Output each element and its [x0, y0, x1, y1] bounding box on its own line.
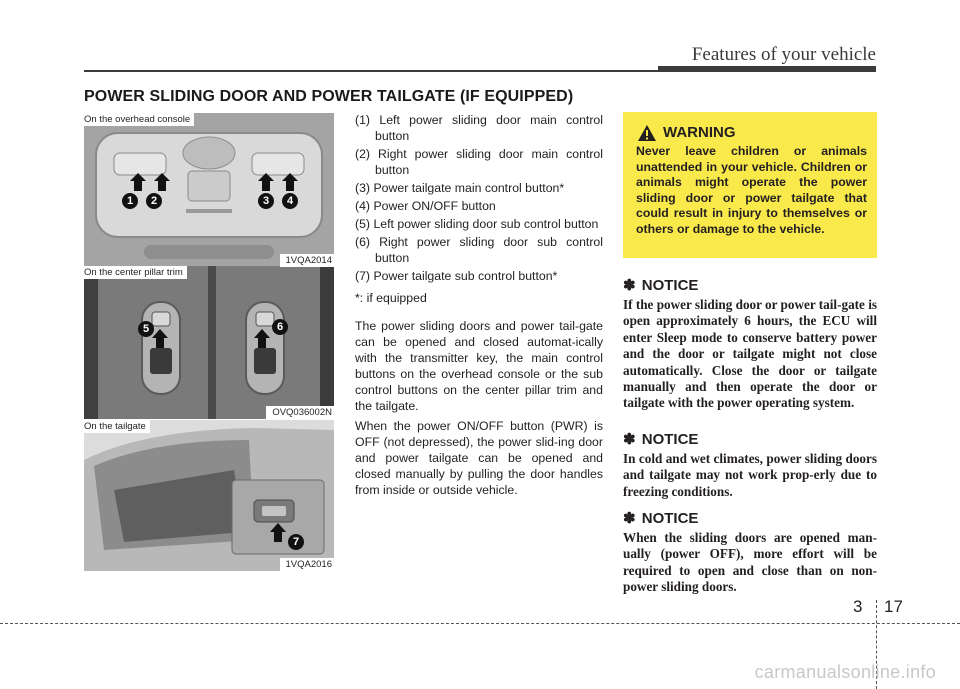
- list-item: (4) Power ON/OFF button: [355, 199, 496, 213]
- list-item: (7) Power tailgate sub control button*: [355, 269, 558, 283]
- callout-badge-1: 1: [122, 193, 138, 209]
- callout-badge-4: 4: [282, 193, 298, 209]
- footer-divider: [0, 623, 960, 624]
- warning-triangle-icon: [637, 124, 657, 142]
- watermark: carmanualsonline.info: [754, 662, 936, 682]
- callout-badge-3: 3: [258, 193, 274, 209]
- notice-title-text: NOTICE: [641, 431, 699, 448]
- notice-star-icon: ✽: [623, 277, 636, 294]
- footnote: *: if equipped: [355, 291, 427, 305]
- notice-title-text: NOTICE: [641, 277, 699, 294]
- figure-code: 1VQA2014: [280, 254, 334, 267]
- notice-star-icon: ✽: [623, 510, 636, 527]
- center-pillar-figure: [84, 266, 334, 419]
- figure-label: On the tailgate: [84, 420, 150, 433]
- figure-label: On the overhead console: [84, 113, 194, 126]
- notice-title: [623, 430, 877, 448]
- notice-title: [623, 276, 877, 294]
- warning-text: Never leave children or animals unattended in your vehicle. Children or animals might operate the power sliding door or power tailgate that could result in injury to themselves or others or damage to the vehicle.: [636, 144, 867, 236]
- figure-label: On the center pillar trim: [84, 266, 187, 279]
- warning-title: WARNING: [663, 124, 736, 141]
- list-item: (6) Right power sliding door sub control button: [355, 235, 603, 265]
- paragraph: The power sliding doors and power tail-gate can be opened and closed automat-ically with the transmitter key, the main control buttons on the overhead console or the sub control buttons on the center pillar trim and the tailgate.: [355, 319, 603, 413]
- list-item: (5) Left power sliding door sub control button: [355, 217, 599, 231]
- warning-box: [623, 112, 877, 258]
- overhead-console-illustration: [84, 113, 334, 267]
- description-column: [355, 112, 603, 498]
- figure-code: 1VQA2016: [280, 558, 334, 571]
- notice-title-text: NOTICE: [641, 510, 699, 527]
- overhead-console-figure: [84, 113, 334, 267]
- list-item: (2) Right power sliding door main control button: [355, 147, 603, 177]
- notice-star-icon: ✽: [623, 431, 636, 448]
- notice-block: [623, 276, 877, 412]
- notice-block: [623, 509, 877, 596]
- tailgate-figure: [84, 420, 334, 571]
- paragraph: When the power ON/OFF button (PWR) is OFF (not depressed), the power slid-ing door and power tailgate can be opened and closed manually by pulling the door handles from inside or outside vehicle.: [355, 419, 603, 497]
- page-chapter: 3: [853, 597, 863, 616]
- notice-text: When the sliding doors are opened man-ually (power OFF), more effort will be required to open and close than on non-power sliding doors.: [623, 530, 877, 595]
- callout-badge-2: 2: [146, 193, 162, 209]
- notice-text: In cold and wet climates, power sliding doors and tailgate may not work prop-erly due to freezing conditions.: [623, 451, 877, 499]
- center-pillar-illustration: [84, 266, 334, 419]
- section-title: POWER SLIDING DOOR AND POWER TAILGATE (IF EQUIPPED): [84, 88, 574, 105]
- button-list: [355, 112, 603, 284]
- page-number: 17: [884, 597, 903, 616]
- header-rule: [84, 70, 876, 72]
- notice-block: [623, 430, 877, 500]
- list-item: (3) Power tailgate main control button*: [355, 181, 565, 195]
- notice-text: If the power sliding door or power tail-gate is open approximately 6 hours, the ECU will enter Sleep mode to conserve battery power and the door or tailgate might not close automatically. Close the door or tailgate manually and then operate the door or tailgate with the power operating system.: [623, 297, 877, 411]
- notice-title: [623, 509, 877, 527]
- list-item: (1) Left power sliding door main control button: [355, 113, 603, 143]
- header-title: Features of your vehicle: [691, 44, 876, 65]
- callout-badge-7: 7: [288, 534, 304, 550]
- figure-code: OVQ036002N: [266, 406, 334, 419]
- callout-badge-6: 6: [272, 319, 288, 335]
- callout-badge-5: 5: [138, 321, 154, 337]
